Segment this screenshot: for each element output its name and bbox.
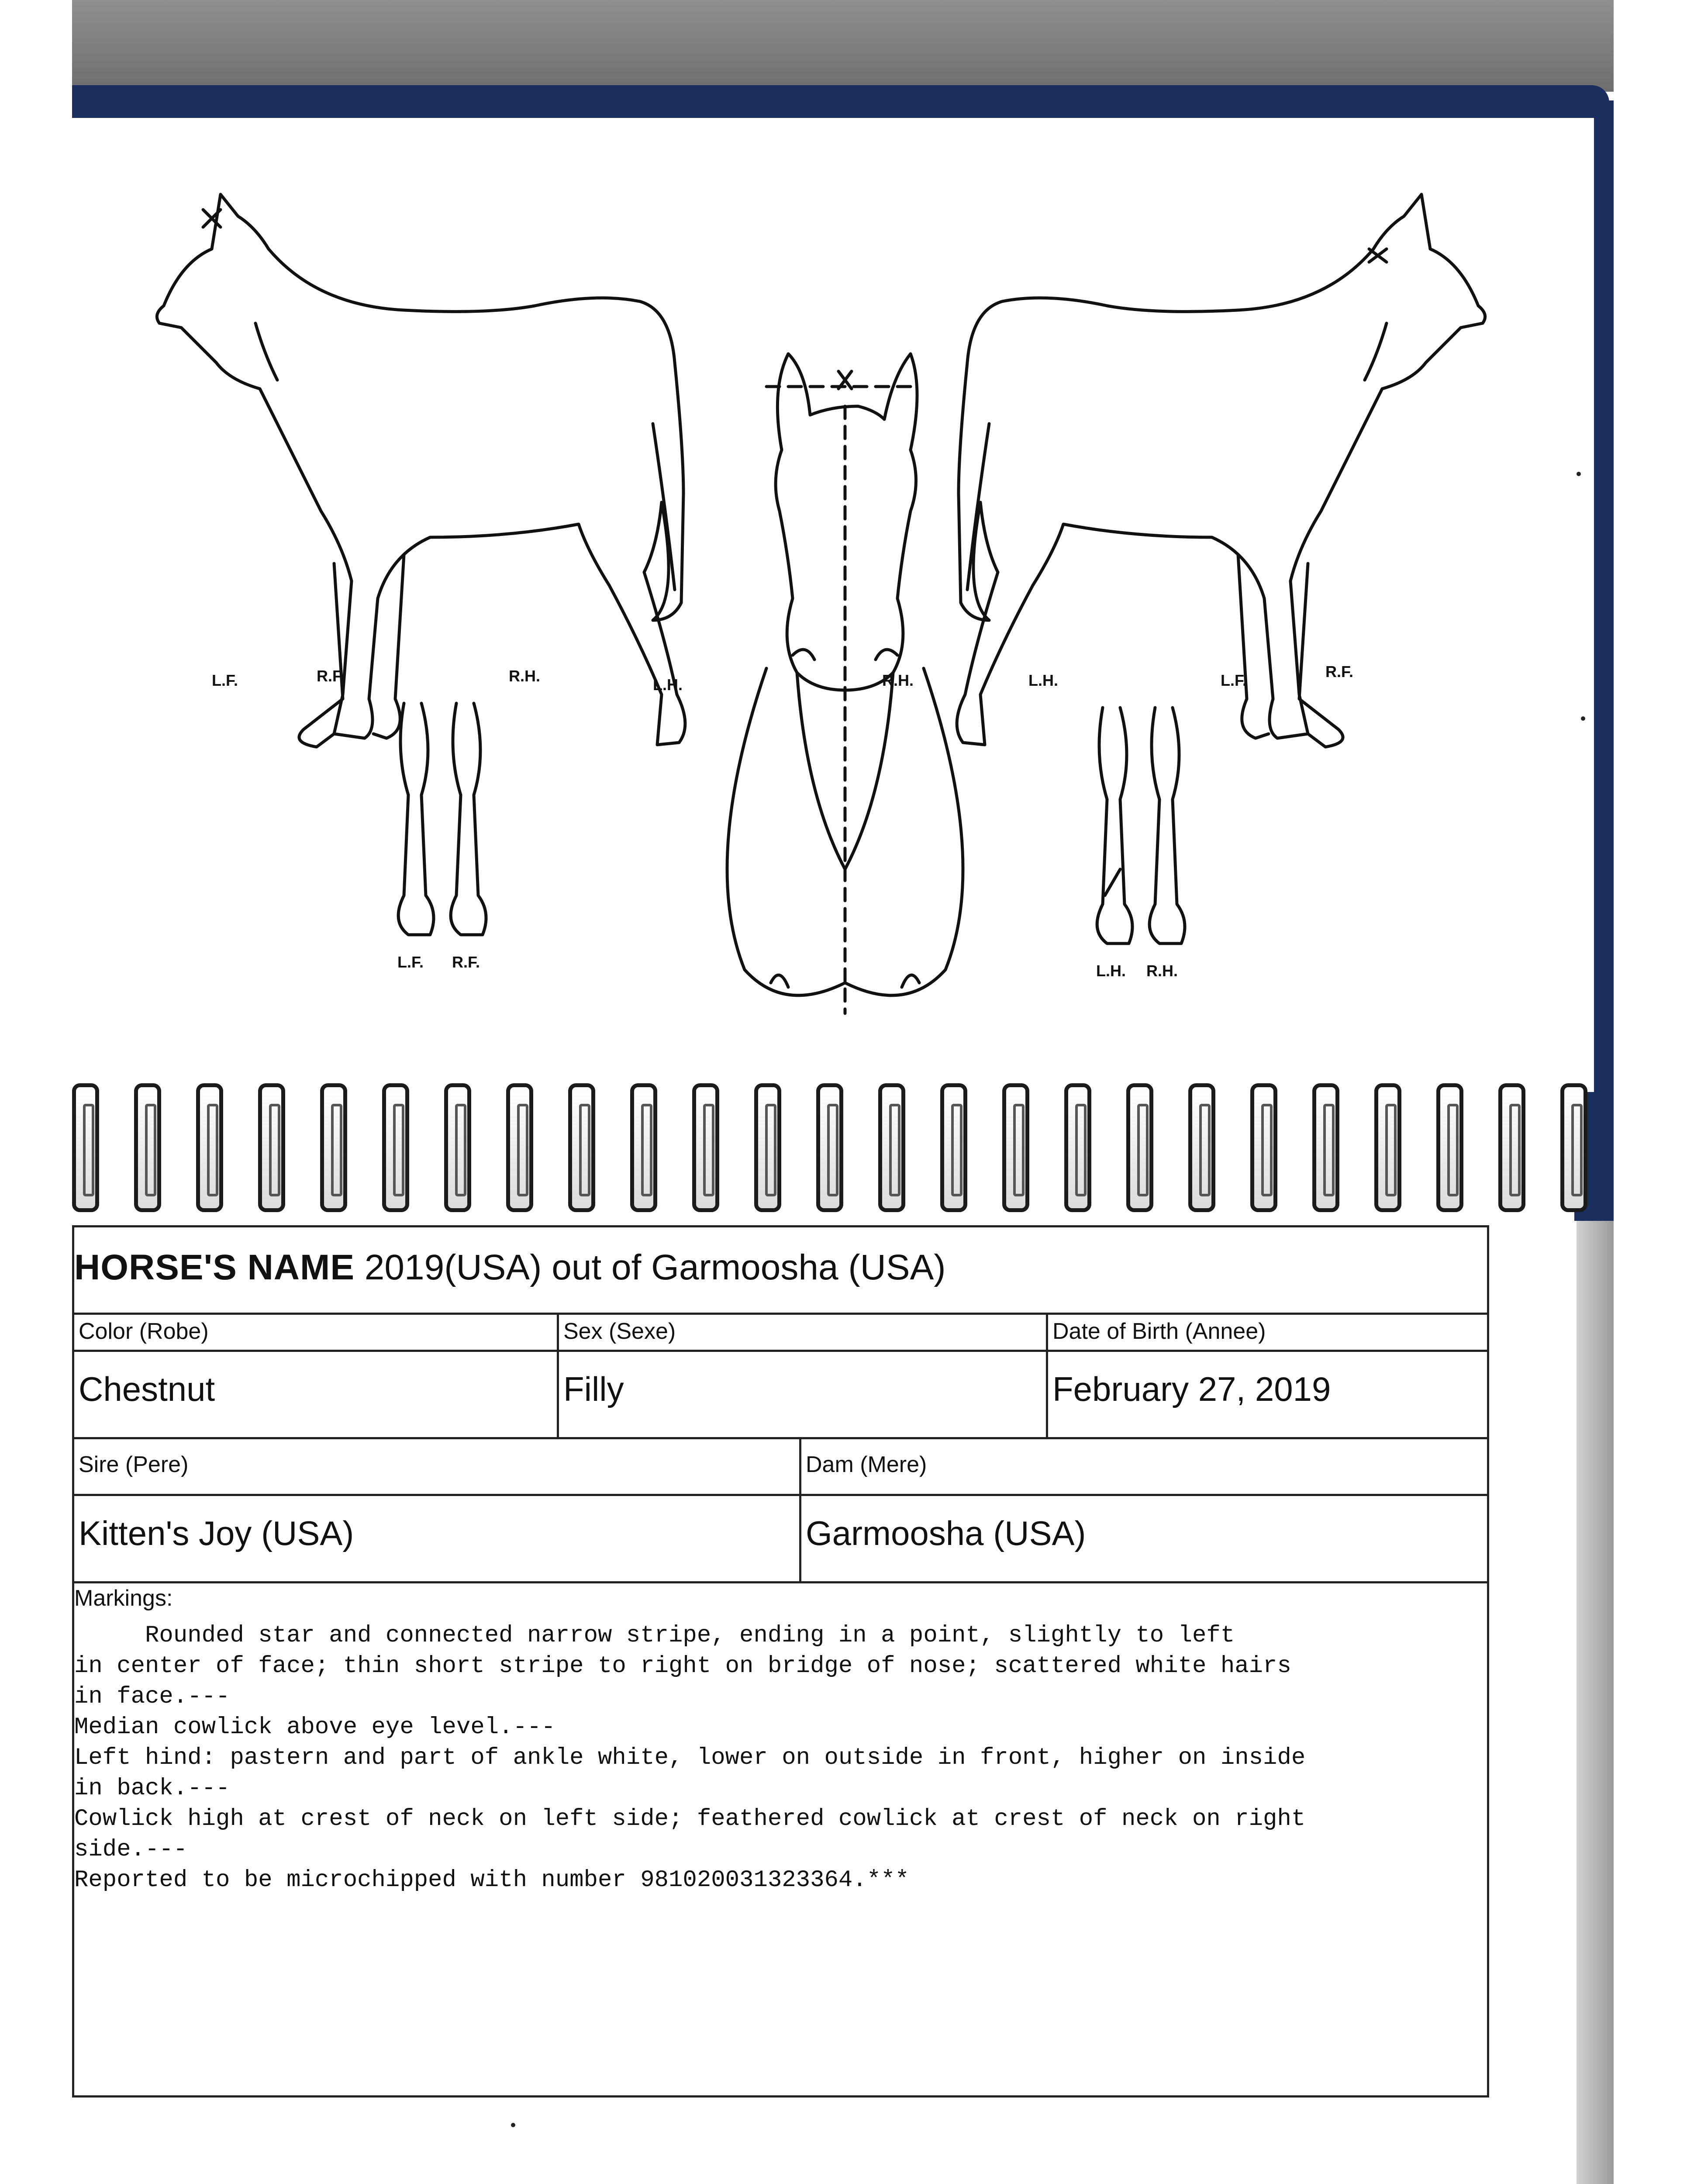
form-title (74, 1247, 946, 1288)
binding-ring (1312, 1083, 1339, 1212)
color-value: Chestnut (79, 1370, 215, 1408)
lower-page-edge (1577, 1221, 1614, 2184)
binding-ring (568, 1083, 595, 1212)
binding-ring (320, 1083, 347, 1212)
horse-markings-diagram (72, 118, 1594, 1092)
markings-line: Reported to be microchipped with number 981020031323364.*** (74, 1867, 909, 1894)
basic-info-value-row (74, 1352, 1487, 1439)
markings-label: Markings: (74, 1586, 173, 1611)
color-value-cell (74, 1352, 557, 1437)
horse-name-heading: HORSE'S NAME (74, 1248, 355, 1287)
markings-line: Left hind: pastern and part of ankle white, lower on outside in front, higher on inside (74, 1745, 1306, 1771)
dam-label: Dam (Mere) (806, 1452, 927, 1477)
label-right-rh: R.H. (882, 671, 914, 689)
markings-description (74, 1621, 1472, 1896)
scan-right-margin (1614, 0, 1687, 2184)
binding-ring (1436, 1083, 1463, 1212)
hind-legs-outline (1097, 708, 1185, 943)
scan-speck (1581, 716, 1585, 721)
dam-label-cell (799, 1439, 1489, 1494)
markings-line: side.--- (74, 1836, 188, 1863)
sire-label-cell (74, 1439, 799, 1494)
sex-label-cell (557, 1315, 1046, 1350)
markings-line: in back.--- (74, 1775, 230, 1802)
spiral-binding (72, 1083, 1594, 1214)
binding-ring (754, 1083, 781, 1212)
binding-ring (506, 1083, 533, 1212)
binder-cover-top (72, 85, 1609, 120)
color-label: Color (Robe) (79, 1319, 209, 1344)
scan-speck (1577, 472, 1581, 476)
identification-form (72, 1225, 1489, 2098)
binding-ring (1560, 1083, 1587, 1212)
label-hind-legs-rh: R.H. (1146, 962, 1178, 980)
binding-ring (816, 1083, 843, 1212)
label-right-lf: L.F. (1221, 671, 1247, 689)
scan-top-shadow (72, 0, 1614, 92)
markings-line: Median cowlick above eye level.--- (74, 1714, 555, 1741)
scan-speck (511, 2123, 515, 2127)
binding-ring (72, 1083, 99, 1212)
parent-label-row (74, 1439, 1487, 1496)
markings-line: in face.--- (74, 1683, 230, 1710)
label-front-legs-rf: R.F. (452, 953, 480, 971)
markings-line: in center of face; thin short stripe to right on bridge of nose; scattered white hairs (74, 1653, 1291, 1679)
horse-name-details: 2019(USA) out of Garmoosha (USA) (355, 1248, 946, 1287)
markings-line: Rounded star and connected narrow stripe, ending in a point, slightly to left (74, 1622, 1235, 1649)
color-label-cell (74, 1315, 557, 1350)
markings-line: Cowlick high at crest of neck on left side; feathered cowlick at crest of neck on right (74, 1806, 1306, 1832)
binding-ring (196, 1083, 223, 1212)
sire-value: Kitten's Joy (USA) (79, 1514, 354, 1552)
scan-left-margin (0, 0, 72, 2184)
label-left-lh: L.H. (653, 676, 683, 694)
binding-ring (692, 1083, 719, 1212)
parent-value-row (74, 1496, 1487, 1583)
sex-value-cell (557, 1352, 1046, 1437)
front-legs-outline (398, 703, 486, 935)
label-front-legs-lf: L.F. (397, 953, 424, 971)
label-left-lf: L.F. (212, 671, 238, 689)
binding-ring (444, 1083, 471, 1212)
sire-value-cell (74, 1496, 799, 1581)
label-right-lh: L.H. (1028, 671, 1058, 689)
binding-ring (382, 1083, 409, 1212)
sex-label: Sex (Sexe) (563, 1319, 676, 1344)
sire-label: Sire (Pere) (79, 1452, 189, 1477)
form-title-row (74, 1227, 1487, 1315)
binding-ring (940, 1083, 967, 1212)
label-right-rf: R.F. (1325, 663, 1354, 681)
right-side-horse-outline (957, 194, 1485, 747)
binding-ring (1126, 1083, 1153, 1212)
dam-value-cell (799, 1496, 1489, 1581)
binding-ring (1188, 1083, 1215, 1212)
dob-label: Date of Birth (Annee) (1052, 1319, 1266, 1344)
dob-value: February 27, 2019 (1052, 1370, 1331, 1408)
basic-info-label-row (74, 1315, 1487, 1352)
dob-label-cell (1046, 1315, 1489, 1350)
upper-diagram-page (72, 118, 1594, 1092)
binding-ring (1498, 1083, 1525, 1212)
binding-ring (258, 1083, 285, 1212)
front-head-outline (727, 354, 963, 1013)
binding-ring (1064, 1083, 1091, 1212)
label-hind-legs-lh: L.H. (1096, 962, 1126, 980)
binding-ring (878, 1083, 905, 1212)
binding-ring (1002, 1083, 1029, 1212)
label-left-rf: R.F (317, 667, 342, 685)
dam-value: Garmoosha (USA) (806, 1514, 1086, 1552)
binding-ring (1374, 1083, 1401, 1212)
binding-ring (134, 1083, 161, 1212)
label-left-rh: R.H. (509, 667, 540, 685)
dob-value-cell (1046, 1352, 1489, 1437)
binding-ring (1250, 1083, 1277, 1212)
left-side-horse-outline (157, 194, 685, 747)
binding-ring (630, 1083, 657, 1212)
markings-section (74, 1583, 1487, 2094)
sex-value: Filly (563, 1370, 624, 1408)
